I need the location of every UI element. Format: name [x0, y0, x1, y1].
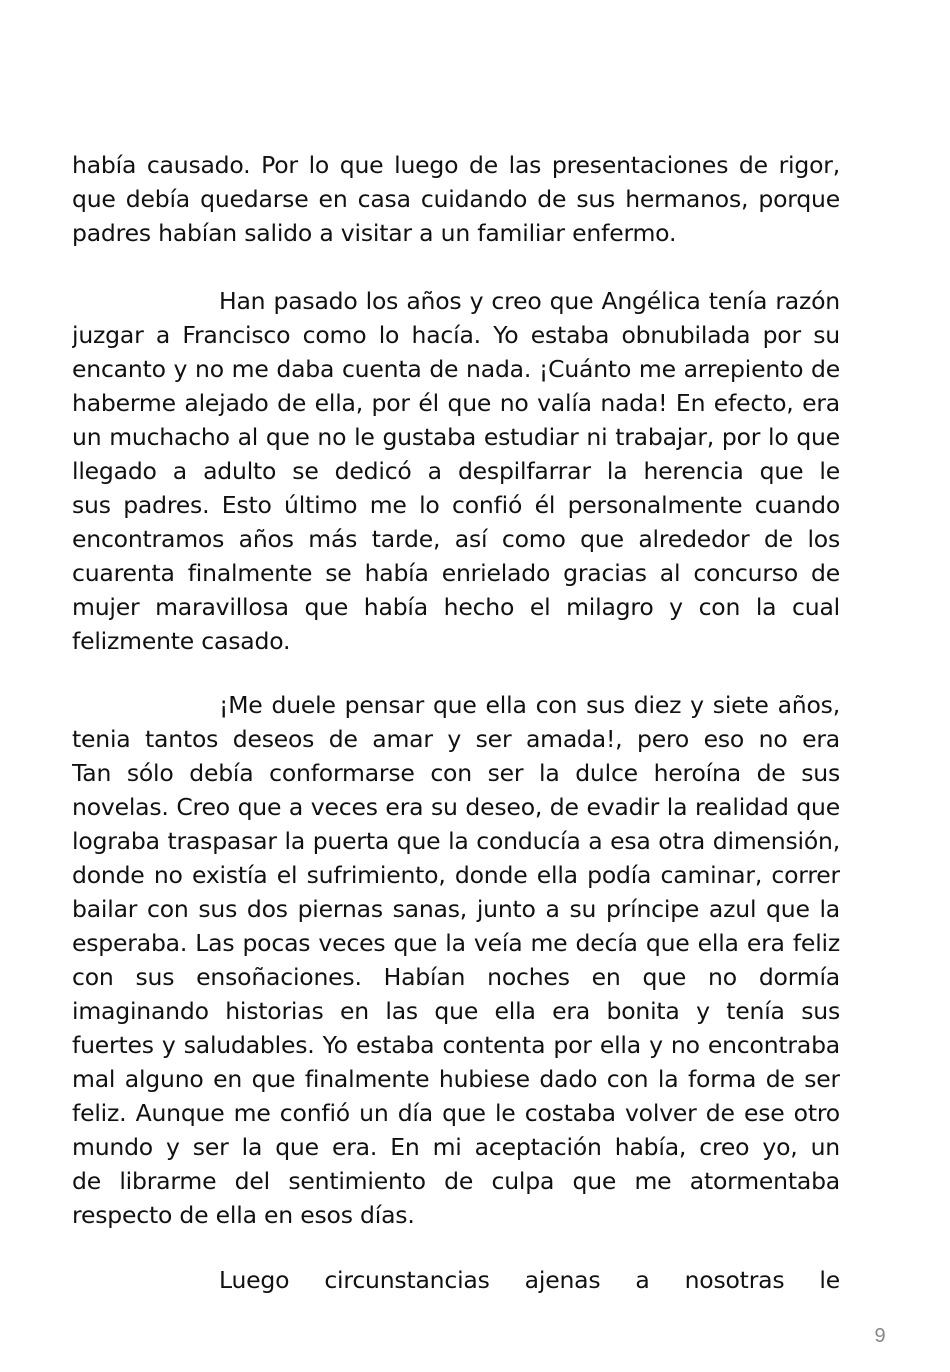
paragraph-4 — [72, 1263, 840, 1297]
paragraph-2 — [72, 284, 840, 658]
text-line: Luego circunstancias ajenas a nosotras le — [219, 1266, 840, 1294]
text-line: respecto de ella en esos días. — [72, 1201, 415, 1229]
text-line: ¡Me duele pensar que ella con sus diez y siete años, — [219, 691, 840, 719]
text-line: lograba traspasar la puerta que la conducía a esa otra dimensión, — [72, 827, 840, 855]
text-line: bailar con sus dos piernas sanas, junto a su príncipe azul que la — [72, 895, 840, 923]
text-line: mal alguno en que finalmente hubiese dado con la forma de ser — [72, 1065, 840, 1093]
text-line: de librarme del sentimiento de culpa que me atormentaba — [72, 1167, 840, 1195]
text-line: sus padres. Esto último me lo confió él personalmente cuando — [72, 491, 840, 519]
text-line: juzgar a Francisco como lo hacía. Yo estaba obnubilada por su — [72, 321, 840, 349]
text-line: un muchacho al que no le gustaba estudiar ni trabajar, por lo que — [72, 423, 840, 451]
page-number: 9 — [874, 1325, 886, 1347]
text-line: que debía quedarse en casa cuidando de sus hermanos, porque — [72, 185, 840, 213]
text-line: felizmente casado. — [72, 627, 291, 655]
text-line: encanto y no me daba cuenta de nada. ¡Cuánto me arrepiento de — [72, 355, 840, 383]
text-line: padres habían salido a visitar a un familiar enfermo. — [72, 219, 677, 247]
text-line: Han pasado los años y creo que Angélica tenía razón — [219, 287, 840, 315]
text-line: encontramos años más tarde, así como que alrededor de los — [72, 525, 840, 553]
text-line: donde no existía el sufrimiento, donde ella podía caminar, correr — [72, 861, 840, 889]
text-line: esperaba. Las pocas veces que la veía me decía que ella era feliz — [72, 929, 840, 957]
text-line: fuertes y saludables. Yo estaba contenta por ella y no encontraba — [72, 1031, 840, 1059]
text-line: tenia tantos deseos de amar y ser amada!, pero eso no era — [72, 725, 840, 753]
text-line: novelas. Creo que a veces era su deseo, de evadir la realidad que — [72, 793, 840, 821]
text-line: feliz. Aunque me confió un día que le costaba volver de ese otro — [72, 1099, 840, 1127]
text-line: haberme alejado de ella, por él que no valía nada! En efecto, era — [72, 389, 840, 417]
paragraph-1 — [72, 148, 840, 250]
text-line: cuarenta finalmente se había enrielado gracias al concurso de — [72, 559, 840, 587]
paragraph-3 — [72, 688, 840, 1232]
text-line: con sus ensoñaciones. Habían noches en que no dormía — [72, 963, 840, 991]
text-line: Tan sólo debía conformarse con ser la dulce heroína de sus — [72, 759, 840, 787]
text-line: llegado a adulto se dedicó a despilfarrar la herencia que le — [72, 457, 840, 485]
text-line: imaginando historias en las que ella era bonita y tenía sus — [72, 997, 840, 1025]
text-line: mundo y ser la que era. En mi aceptación había, creo yo, un — [72, 1133, 840, 1161]
text-line: había causado. Por lo que luego de las presentaciones de rigor, — [72, 151, 840, 179]
text-line: mujer maravillosa que había hecho el milagro y con la cual — [72, 593, 840, 621]
